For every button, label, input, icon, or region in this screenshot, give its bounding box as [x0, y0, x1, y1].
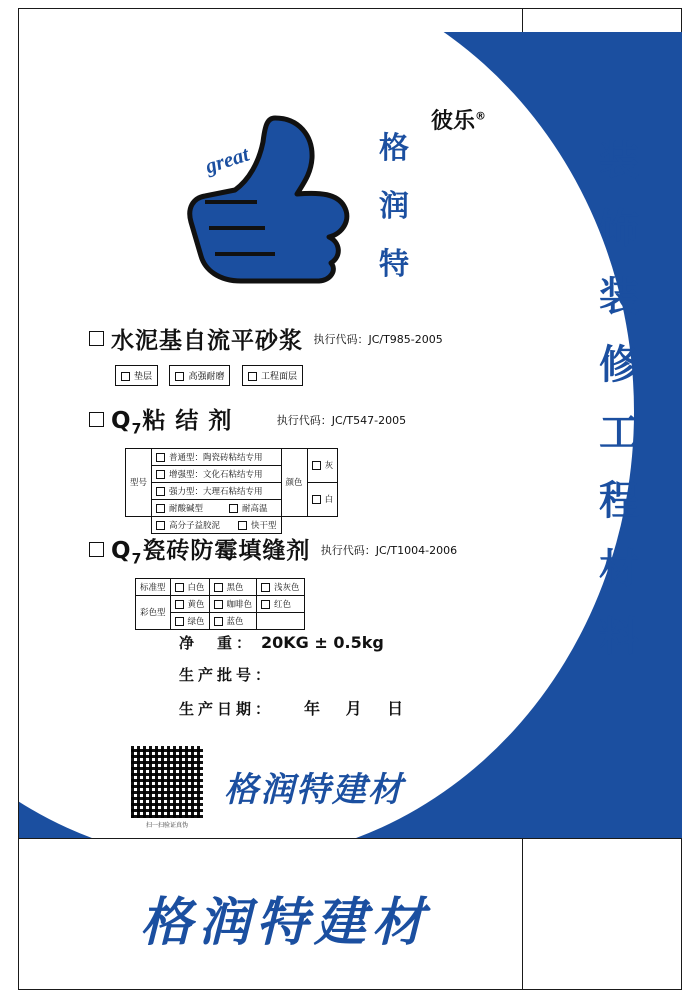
net-weight-value: 20KG ± 0.5kg — [261, 633, 384, 652]
product-2-type-3[interactable] — [152, 499, 282, 516]
product-2-title-main: Q — [111, 408, 132, 434]
product-3-color-1[interactable] — [209, 595, 257, 612]
product-2-type-1-checkbox[interactable] — [156, 470, 165, 479]
product-3-title-rest: 瓷砖防霉填缝剂 — [142, 538, 311, 564]
date-label: 生产日期： — [179, 700, 275, 718]
product-3-standard-color-0[interactable] — [170, 578, 209, 595]
product-2-type-2-checkbox[interactable] — [156, 487, 165, 496]
product-3-title — [111, 532, 310, 568]
product-1-option-0-checkbox[interactable] — [121, 372, 130, 381]
product-2-type-0-label: 普通型：陶瓷砖粘结专用 — [169, 452, 263, 463]
product-2-group-label: 型号 — [126, 448, 152, 516]
product-1-option-2-label: 工程面层 — [260, 372, 297, 382]
product-3-color-2-label: 红色 — [274, 599, 292, 610]
product-2-type-4-checkbox[interactable] — [156, 521, 165, 530]
brand-vertical-chars — [364, 120, 424, 294]
product-2-color-1[interactable] — [307, 482, 338, 516]
product-3-title-sub: 7 — [131, 551, 143, 568]
product-3-color-1-label: 咖啡色 — [226, 599, 253, 610]
product-3-color-0[interactable] — [170, 595, 209, 612]
registered-brand-text: 彼乐 — [431, 109, 476, 134]
product-3-color-4-label: 蓝色 — [226, 616, 244, 627]
product-2-checkbox[interactable] — [89, 412, 104, 427]
product-2-type-6-checkbox[interactable] — [238, 521, 247, 530]
product-3-standard-color-1-label: 黑色 — [226, 582, 244, 593]
product-3-standard-color-2-label: 浅灰色 — [274, 582, 300, 593]
product-3-color-3-checkbox[interactable] — [175, 617, 184, 626]
product-1-option-0-label: 垫层 — [134, 372, 153, 382]
product-block-1 — [89, 322, 519, 386]
product-3-color-2-checkbox[interactable] — [261, 600, 270, 609]
brand-char-2: 润 — [379, 189, 409, 224]
product-2-type-5-checkbox[interactable] — [229, 504, 238, 513]
thumbs-up-icon — [179, 110, 359, 285]
product-2-type-5-label: 耐高温 — [242, 503, 268, 514]
script-brand-text: 格润特建材 — [224, 770, 404, 810]
front-panel-content — [19, 32, 522, 838]
product-2-type-6-label: 快干型 — [251, 520, 277, 531]
product-3-row-label-1: 彩色型 — [136, 595, 171, 629]
side-vertical-text: 装 饰 装 修 工 程 材 料 — [599, 138, 639, 660]
product-2-type-4[interactable] — [152, 516, 282, 533]
product-2-title-sub: 7 — [131, 421, 143, 438]
product-3-color-4[interactable] — [209, 612, 257, 629]
product-2-type-1[interactable] — [152, 465, 282, 482]
brand-char-3: 特 — [379, 247, 409, 282]
product-3-color-3[interactable] — [170, 612, 209, 629]
bottom-brand-text: 格润特建材 — [139, 893, 430, 953]
logo — [169, 90, 499, 290]
product-2-type-1-label: 增强型：文化石粘结专用 — [169, 469, 263, 480]
product-3-title-main: Q — [111, 538, 132, 564]
product-2-type-0-checkbox[interactable] — [156, 453, 165, 462]
product-1-option-1-checkbox[interactable] — [175, 372, 184, 381]
product-2-color-0[interactable] — [307, 448, 338, 482]
product-3-color-4-checkbox[interactable] — [214, 617, 223, 626]
product-3-color-empty — [257, 612, 305, 629]
product-2-title — [111, 402, 232, 438]
product-2-color-1-checkbox[interactable] — [312, 495, 321, 504]
fold-line-horizontal — [18, 838, 682, 839]
qr-caption: 扫一扫验证真伪 — [145, 822, 188, 829]
product-2-type-4-label: 高分子益胶泥 — [169, 520, 221, 531]
product-2-color-label: 颜色 — [281, 448, 307, 516]
product-3-standard-color-2-checkbox[interactable] — [261, 583, 270, 592]
product-3-standard-color-0-label: 白色 — [187, 582, 205, 593]
product-1-options — [115, 365, 519, 386]
product-3-color-0-label: 黄色 — [187, 599, 205, 610]
product-3-standard-color-1[interactable] — [209, 578, 257, 595]
product-1-option-1[interactable] — [169, 365, 230, 386]
product-block-2 — [89, 402, 519, 534]
product-1-option-0[interactable] — [115, 365, 158, 386]
date-value: 年 月 日 — [304, 699, 414, 718]
product-1-option-1-label: 高强耐磨 — [188, 372, 225, 382]
product-3-color-1-checkbox[interactable] — [214, 600, 223, 609]
product-2-title-rest: 粘 结 剂 — [142, 408, 233, 434]
net-weight-row — [179, 632, 384, 653]
product-3-standard-color-1-checkbox[interactable] — [214, 583, 223, 592]
batch-label: 生产批号： — [179, 666, 275, 684]
product-2-type-2[interactable] — [152, 482, 282, 499]
product-1-option-2[interactable] — [242, 365, 303, 386]
product-1-standard: 执行代码：JC/T985-2005 — [313, 332, 443, 346]
batch-row — [179, 664, 274, 685]
qr-code[interactable] — [129, 744, 205, 820]
product-2-type-3-label: 耐酸碱型 — [169, 503, 204, 514]
date-row — [179, 696, 413, 719]
product-3-color-0-checkbox[interactable] — [175, 600, 184, 609]
front-panel — [19, 32, 682, 838]
product-1-checkbox[interactable] — [89, 331, 104, 346]
brand-char-1: 格 — [379, 131, 409, 166]
product-3-standard-color-2[interactable] — [257, 578, 305, 595]
product-2-type-0[interactable] — [152, 448, 282, 465]
product-2-type-3-checkbox[interactable] — [156, 504, 165, 513]
product-2-color-0-checkbox[interactable] — [312, 461, 321, 470]
product-2-color-1-label: 白 — [324, 495, 334, 506]
product-3-standard: 执行代码：JC/T1004-2006 — [320, 544, 458, 558]
registered-brand — [431, 104, 486, 135]
product-2-standard: 执行代码：JC/T547-2005 — [276, 414, 407, 428]
product-2-option-table — [125, 448, 338, 534]
product-3-checkbox[interactable] — [89, 542, 104, 557]
product-3-standard-color-0-checkbox[interactable] — [175, 583, 184, 592]
product-3-color-3-label: 绿色 — [187, 616, 205, 627]
product-3-row-label-0: 标准型 — [136, 578, 171, 595]
product-2-type-2-label: 强力型：大理石粘结专用 — [169, 486, 263, 497]
product-1-title: 水泥基自流平砂浆 — [111, 328, 303, 354]
great-script-text: great — [202, 141, 252, 179]
product-2-color-0-label: 灰 — [324, 461, 334, 472]
registered-mark: ® — [475, 109, 487, 123]
product-1-option-2-checkbox[interactable] — [248, 372, 257, 381]
product-3-color-2[interactable] — [257, 595, 305, 612]
product-3-option-table — [135, 578, 305, 630]
net-weight-label: 净 重： — [179, 634, 256, 652]
product-block-3 — [89, 532, 529, 630]
